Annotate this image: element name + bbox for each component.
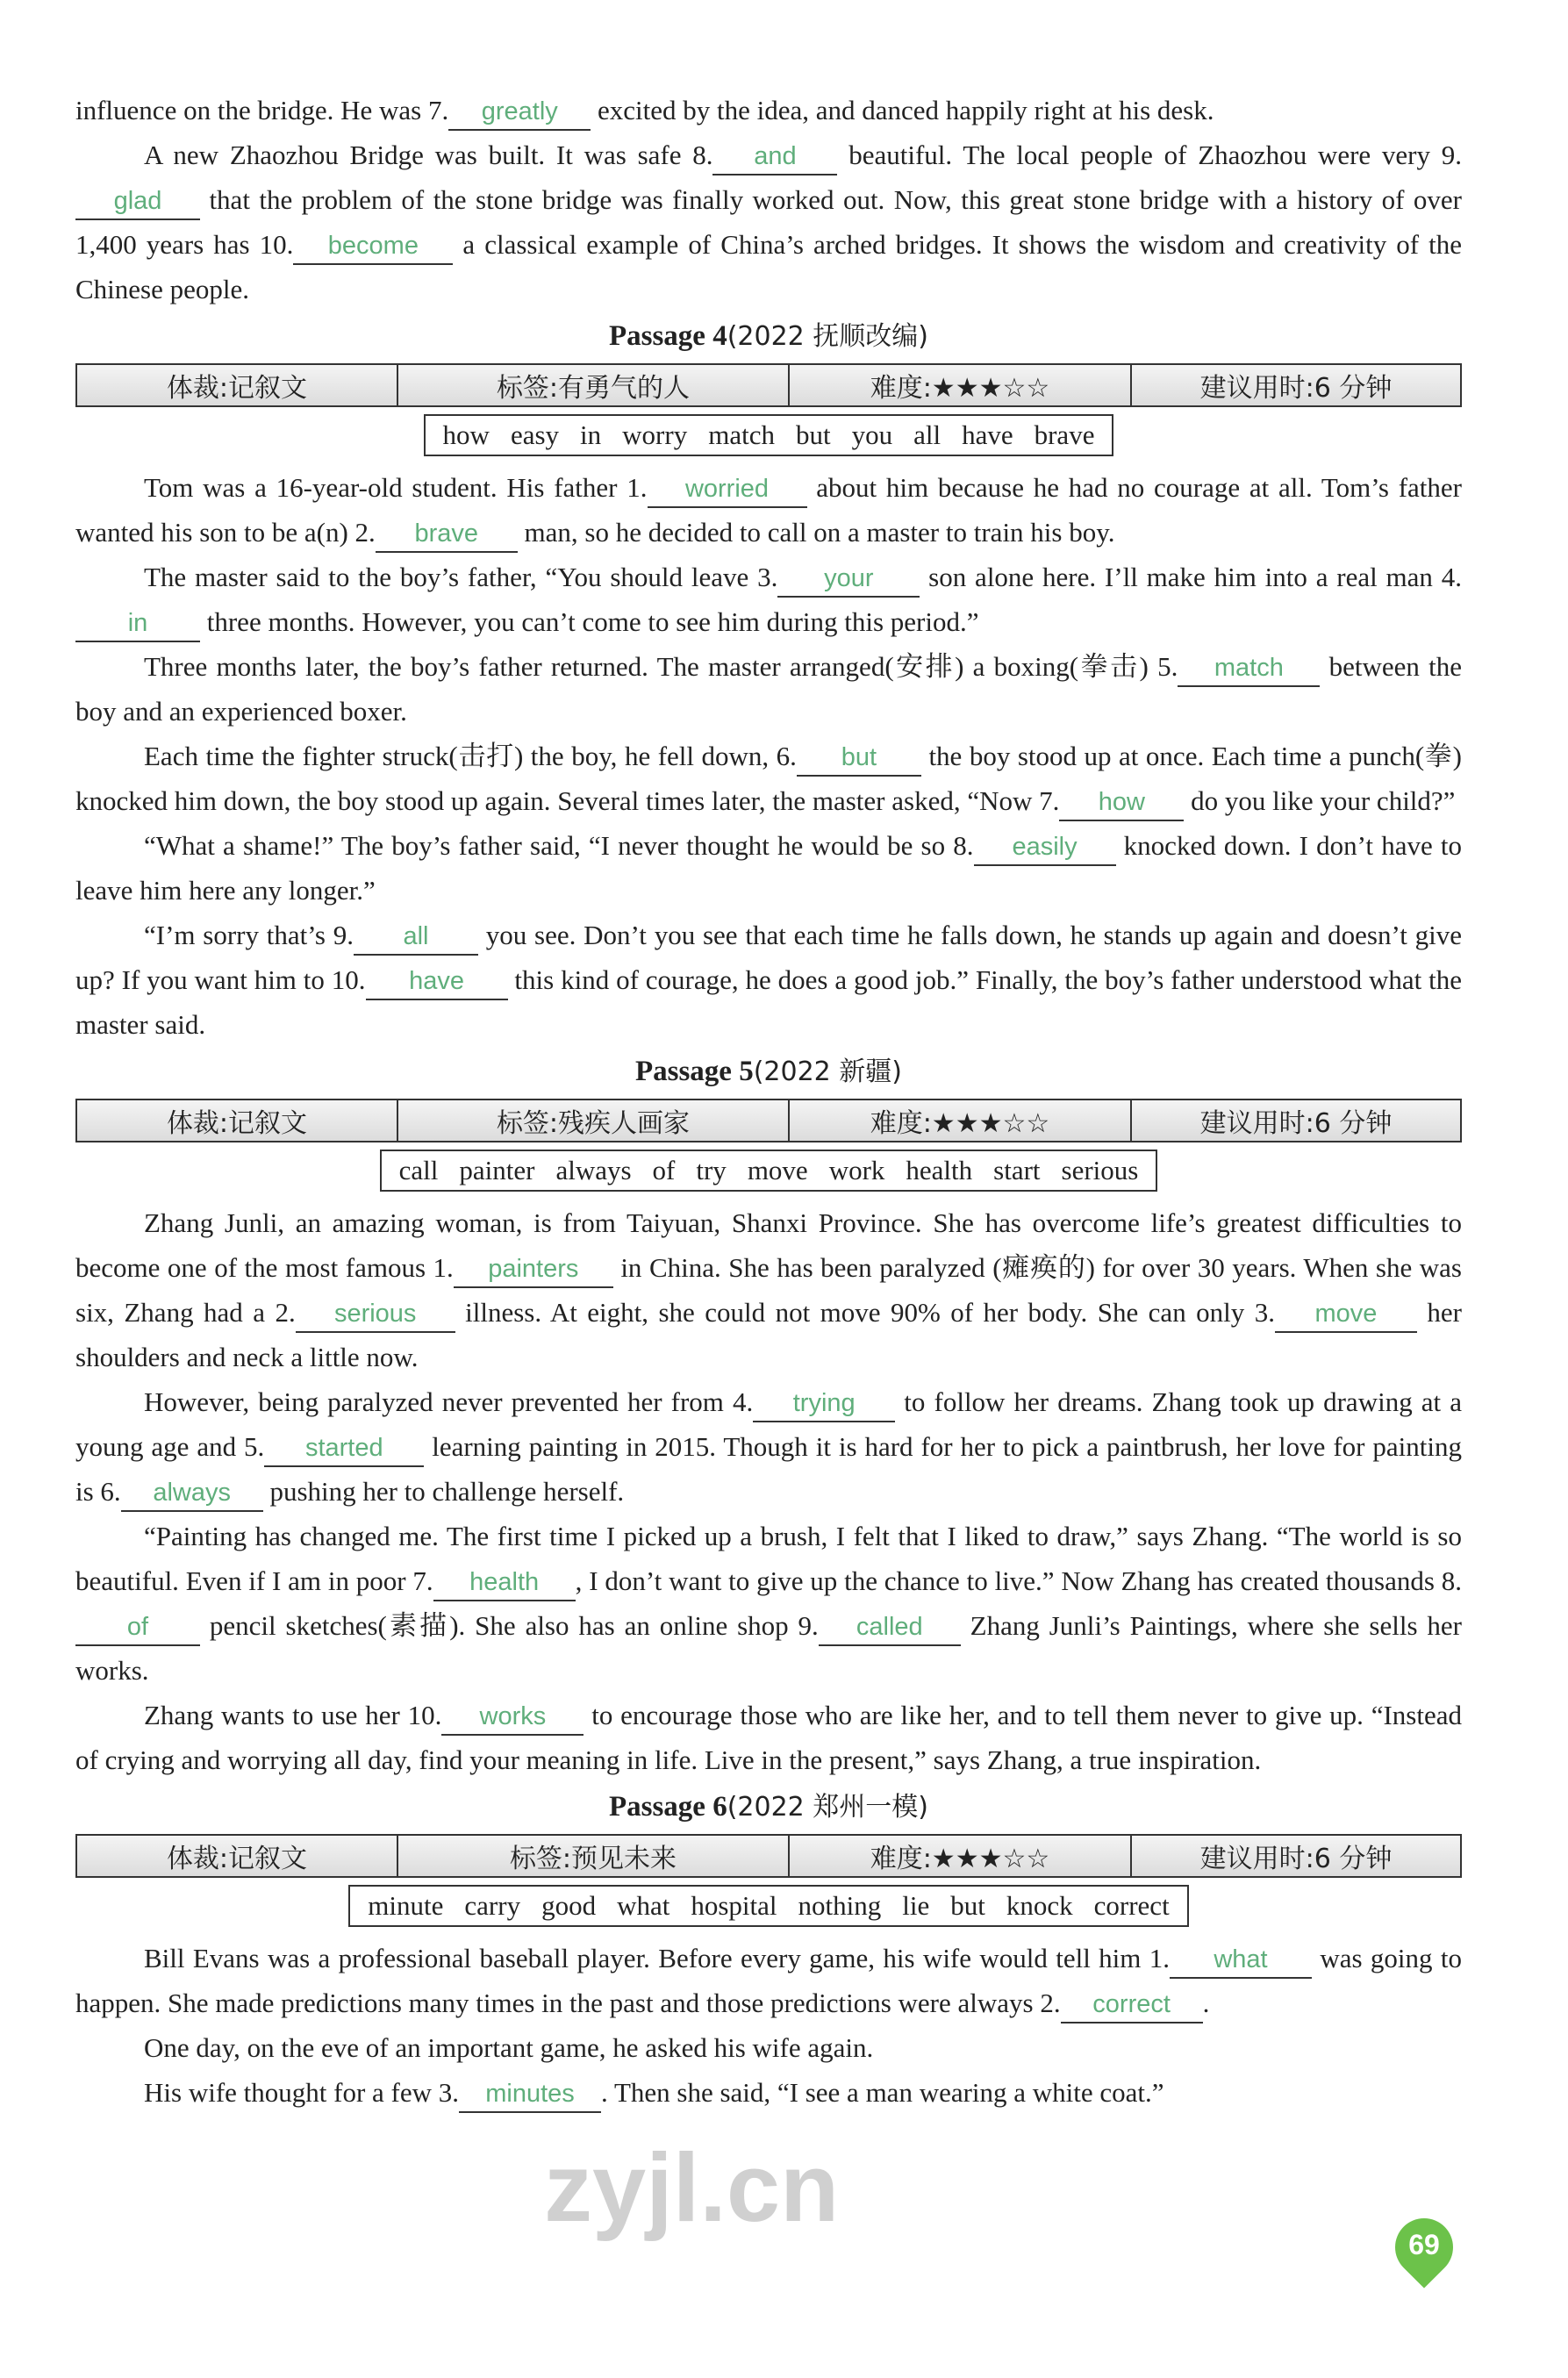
answer-blank: your (777, 561, 920, 598)
paragraph: A new Zhaozhou Bridge was built. It was safe 8. and beautiful. The local people of Zhaozhou were very 9.glad that the problem of the stone bridge was finally worked out. Now, this great stone bridge with a history of over 1,400 years has 10. become a classical example of China’s arched bridges. It shows the wisdom and creativity of the Chinese people. (75, 140, 1462, 304)
answer-blank: move (1275, 1296, 1417, 1333)
paragraph: “I’m sorry that’s 9. all you see. Don’t you see that each time he falls down, he stands up again and doesn’t give up? If you want him to 10. have this kind of courage, he does a good job.” Finally, the boy’s father understood what the master said. (75, 920, 1463, 1040)
paragraph: Each time the fighter struck(击打) the boy, he fell down, 6. but the boy stood up at once. Each time a punch(拳) knocked him down, the boy stood up again. Several times later, the master asked, “Now 7. how do you like your child?” (75, 734, 1462, 823)
answer-blank: brave (376, 516, 518, 553)
word-bank (424, 414, 1114, 456)
answer-blank: always (121, 1475, 263, 1512)
word-bank-item: but (950, 1890, 985, 1921)
paragraph: “What a shame!” The boy’s father said, “I never thought he would be so 8. easily knocked down. I don’t have to leave him here any longer.” (75, 830, 1462, 906)
passage-title: Passage 6(2022 郑州一模) (608, 1791, 929, 1823)
answer-blank: glad (75, 183, 200, 220)
answer-blank: all (354, 919, 478, 956)
answer-blank: works (441, 1699, 584, 1736)
answer-blank: worried (648, 471, 807, 508)
word-bank-item: of (652, 1155, 676, 1185)
word-bank-item: how (442, 419, 490, 450)
word-bank-item: lie (902, 1890, 930, 1921)
word-bank (380, 1150, 1158, 1192)
word-bank-item: serious (1061, 1155, 1139, 1185)
paragraph: Bill Evans was a professional baseball player. Before every game, his wife would tell him 1. what was going to happen. She made predictions many times in the past and those predictions were always 2. correct . (75, 1936, 1462, 2025)
word-bank-item: in (580, 419, 602, 450)
word-bank-item: worry (622, 419, 688, 450)
answer-blank: what (1170, 1942, 1312, 1979)
answer-blank: easily (974, 829, 1116, 866)
tag-label: 标签:有勇气的人 (398, 365, 790, 405)
difficulty-label: 难度:★★★☆☆ (790, 1836, 1132, 1876)
answer-blank: greatly (448, 94, 591, 131)
paragraph: Zhang Junli, an amazing woman, is from Taiyuan, Shanxi Province. She has overcome life’s greatest difficulties to become one of the most famous 1. painters in China. She has been paralyzed (瘫痪的) for over 30 years. When she was six, Zhang had a 2. serious illness. At eight, she could not move 90% of her body. She can only 3. move her shoulders and neck a little now. (75, 1207, 1462, 1372)
word-bank-item: try (696, 1155, 727, 1185)
passage-title: Passage 4(2022 抚顺改编) (608, 320, 929, 352)
answer-blank: match (1178, 650, 1320, 687)
answer-blank: become (293, 228, 453, 265)
word-bank-item: nothing (798, 1890, 882, 1921)
tag-label: 标签:残疾人画家 (398, 1100, 790, 1141)
paragraph: Zhang wants to use her 10. works to encourage those who are like her, and to tell them never to give up. “Instead of crying and worrying all day, find your meaning in life. Live in the present,” says Zhang, a true inspiration. (75, 1700, 1462, 1775)
word-bank-item: brave (1034, 419, 1095, 450)
word-bank-item: correct (1093, 1890, 1170, 1921)
word-bank-item: call (398, 1155, 439, 1185)
word-bank-item: what (617, 1890, 670, 1921)
word-bank-item: carry (464, 1890, 521, 1921)
word-bank-item: all (913, 419, 942, 450)
paragraph: “Painting has changed me. The first time I picked up a brush, I felt that I liked to draw,” says Zhang. “The world is so beautiful. Even if I am in poor 7. health , I don’t want to give up the chance to live.” Now Zhang has created thousands 8.of pencil sketches(素描). She also has an online shop 9. called Zhang Junli’s Paintings, where she sells her works. (75, 1521, 1462, 1686)
answer-blank: of (75, 1609, 200, 1646)
word-bank-item: knock (1006, 1890, 1073, 1921)
genre-label: 体裁:记叙文 (77, 1836, 398, 1876)
answer-blank: health (433, 1565, 576, 1601)
paragraph: One day, on the eve of an important game, he asked his wife again. (144, 2032, 874, 2063)
genre-label: 体裁:记叙文 (77, 365, 398, 405)
word-bank-item: good (541, 1890, 597, 1921)
genre-label: 体裁:记叙文 (77, 1100, 398, 1141)
paragraph: Tom was a 16-year-old student. His father 1. worried about him because he had no courage at all. Tom’s father wanted his son to be a(n) 2. brave man, so he decided to call on a master to train his boy. (75, 465, 1462, 555)
answer-blank: in (75, 605, 200, 642)
word-bank-item: match (708, 419, 775, 450)
time-label: 建议用时:6 分钟 (1199, 373, 1393, 404)
passage-info-bar (75, 363, 1462, 407)
passage-info-bar (75, 1834, 1462, 1878)
watermark: zyjl.cn (544, 2134, 840, 2242)
word-bank-item: move (747, 1155, 808, 1185)
page-number: 69 (1408, 2229, 1440, 2260)
answer-blank: how (1059, 784, 1184, 821)
word-bank-item: minute (368, 1890, 444, 1921)
answer-blank: correct (1061, 1987, 1203, 2023)
paragraph: However, being paralyzed never prevented her from 4. trying to follow her dreams. Zhang took up drawing at a young age and 5. started learning painting in 2015. Though it is hard for her to pick a paintbrush, her love for painting is 6. always pushing her to challenge herself. (75, 1379, 1462, 1514)
word-bank-item: painter (459, 1155, 535, 1185)
answer-blank: serious (296, 1296, 455, 1333)
time-label: 建议用时:6 分钟 (1199, 1108, 1393, 1139)
word-bank-item: work (828, 1155, 885, 1185)
time-label: 建议用时:6 分钟 (1199, 1844, 1393, 1874)
answer-blank: called (819, 1609, 961, 1646)
word-bank-item: always (555, 1155, 632, 1185)
difficulty-label: 难度:★★★☆☆ (790, 365, 1132, 405)
word-bank-item: you (851, 419, 893, 450)
paragraph: influence on the bridge. He was 7. greatly excited by the idea, and danced happily right at his desk. (75, 88, 1462, 133)
answer-blank: started (264, 1430, 424, 1467)
paragraph: His wife thought for a few 3. minutes . Then she said, “I see a man wearing a white coat.” (75, 2070, 1462, 2115)
passage-title: Passage 5(2022 新疆) (634, 1056, 903, 1087)
word-bank-item: hospital (691, 1890, 777, 1921)
word-bank-item: easy (510, 419, 560, 450)
page-content (75, 88, 1462, 2115)
answer-blank: painters (454, 1251, 613, 1288)
answer-blank: but (797, 740, 921, 777)
answer-blank: minutes (459, 2076, 601, 2113)
answer-blank: have (366, 963, 508, 1000)
word-bank (348, 1885, 1188, 1927)
word-bank-item: have (962, 419, 1013, 450)
answer-blank: and (712, 139, 837, 175)
tag-label: 标签:预见未来 (398, 1836, 790, 1876)
paragraph: Three months later, the boy’s father returned. The master arranged(安排) a boxing(拳击) 5. match between the boy and an experienced boxer. (75, 651, 1462, 727)
answer-blank: trying (753, 1386, 895, 1422)
passage-info-bar (75, 1099, 1462, 1142)
difficulty-label: 难度:★★★☆☆ (790, 1100, 1132, 1141)
word-bank-item: but (795, 419, 831, 450)
paragraph: The master said to the boy’s father, “You should leave 3. your son alone here. I’ll make him into a real man 4.in three months. However, you can’t come to see him during this period.” (75, 555, 1462, 644)
word-bank-item: health (906, 1155, 973, 1185)
word-bank-item: start (993, 1155, 1041, 1185)
